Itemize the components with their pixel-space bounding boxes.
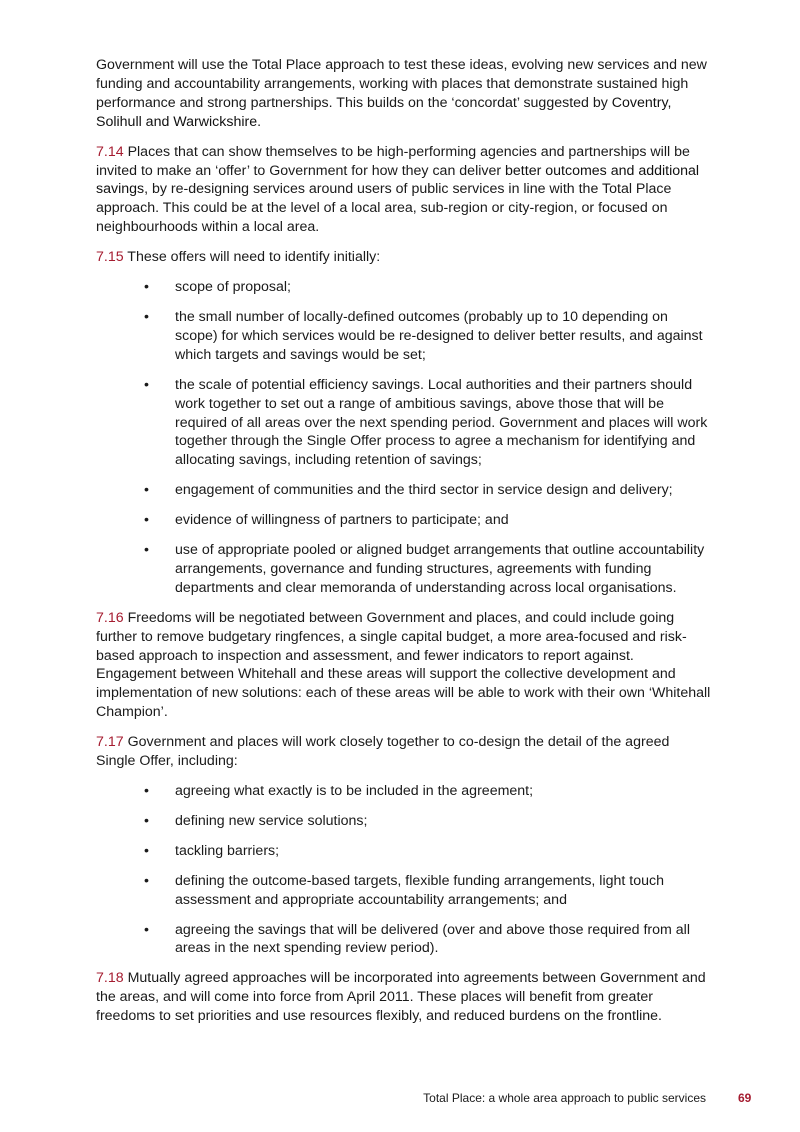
- list-item: [96, 376, 712, 471]
- paragraph-number: 7.16: [96, 609, 124, 626]
- list-item: [96, 921, 712, 959]
- list-co-design-items: [96, 782, 712, 958]
- list-item: [96, 842, 712, 861]
- list-item-text: tackling barriers;: [175, 842, 280, 859]
- list-item: [96, 308, 712, 365]
- list-item-text: defining the outcome-based targets, flexible funding arrangements, light touch assessment and appropriate accountability arrangements; and: [175, 872, 664, 908]
- list-item: [96, 812, 712, 831]
- paragraph-text: Government and places will work closely together to co-design the detail of the agreed Single Offer, including:: [96, 734, 670, 770]
- paragraph-7-14: [96, 143, 712, 238]
- bullet-icon: •: [144, 482, 149, 499]
- list-item-text: defining new service solutions;: [175, 812, 368, 829]
- paragraph-text: These offers will need to identify initially:: [123, 249, 381, 266]
- bullet-icon: •: [144, 512, 149, 529]
- paragraph-intro: [96, 56, 712, 132]
- list-item-text: agreeing what exactly is to be included in the agreement;: [175, 783, 534, 799]
- paragraph-number: 7.18: [96, 970, 124, 987]
- page-number: 69: [738, 1091, 752, 1105]
- intro-text: Government will use the Total Place approach to test these ideas, evolving new services and new funding and accountability arrangements, working with places that demonstrate sustained high performance and strong partnerships. This builds on the ‘concordat’ suggested by: [96, 57, 707, 111]
- list-item: [96, 511, 712, 530]
- bullet-icon: •: [144, 812, 149, 829]
- list-item: [96, 481, 712, 500]
- link-better-outcomes[interactable]: better outcomes and additional savings: [96, 162, 700, 198]
- list-item-text: use of appropriate pooled or aligned budget arrangements that outline accountability arrangements, governance and funding structures, agreements with funding departments and clear memoranda of understanding across local organisations.: [175, 542, 705, 596]
- paragraph-text: Mutually agreed approaches will be incorporated into agreements between Government and the areas, and will come into force from April 2011. These places will benefit from greater freedoms to set priorities and use resources flexibly, and reduced burdens on the frontline.: [96, 970, 706, 1025]
- bullet-icon: •: [144, 376, 149, 393]
- bullet-icon: •: [144, 872, 149, 889]
- list-item: [96, 541, 712, 598]
- bullet-icon: •: [144, 542, 149, 559]
- bullet-icon: •: [144, 921, 149, 938]
- paragraph-number: 7.17: [96, 734, 124, 751]
- intro-text-end: .: [257, 113, 262, 130]
- bullet-icon: •: [144, 783, 149, 799]
- bullet-icon: •: [144, 308, 149, 325]
- paragraph-text: Places that can show themselves to be high-performing agencies and partnerships will be invited to make an ‘offer’ to Government for how they can deliver: [96, 143, 690, 179]
- link-coventry-solihull-warwickshire[interactable]: Coventry, Solihull and Warwickshire: [96, 94, 672, 130]
- list-item-text: evidence of willingness of partners to participate; and: [175, 512, 509, 529]
- paragraph-7-18: [96, 969, 712, 1026]
- page-body: [96, 56, 712, 1037]
- list-item-text: agreeing the savings that will be delivered (over and above those required from all areas in the next spending review period).: [175, 921, 690, 957]
- bullet-icon: •: [144, 279, 149, 296]
- paragraph-number: 7.15: [96, 249, 124, 266]
- list-item-text: the small number of locally-defined outcomes (probably up to 10 depending on scope) for which services would be re-designed to deliver better results, and against which targets and savings would be set;: [175, 308, 703, 363]
- paragraph-number: 7.14: [96, 143, 124, 160]
- list-item-text: scope of proposal;: [175, 279, 291, 296]
- footer-title: Total Place: a whole area approach to public services: [423, 1091, 706, 1105]
- list-item-text: the scale of potential efficiency savings. Local authorities and their partners should work together to set out a range of ambitious savings, above those that will be required of all areas over the next spending period. Government and places will work together through the Single Offer process to agree a mechanism for identifying and allocating savings, including retention of savings;: [175, 376, 708, 469]
- paragraph-7-15: [96, 248, 712, 267]
- list-item: [96, 278, 712, 297]
- list-item-text: engagement of communities and the third sector in service design and delivery;: [175, 482, 673, 499]
- paragraph-text-end: , by re-designing services around users of public services in line with the Total Place approach. This could be at the level of a local area, sub-region or city-region, or focused on neighbourhoods within a local area.: [96, 181, 672, 236]
- list-offer-requirements: [96, 278, 712, 598]
- list-item: [96, 872, 712, 910]
- bullet-icon: •: [144, 842, 149, 859]
- paragraph-7-16: [96, 609, 712, 722]
- list-item: [96, 782, 712, 801]
- paragraph-text: Freedoms will be negotiated between Government and places, and could include going further to remove budgetary ringfences, a single capital budget, a more area-focused and risk-based approach to inspection and assessment, and fewer indicators to report against. Engagement between Whitehall and these areas will support the collective development and implementation of new solutions: each of these areas will be able to work with their own ‘Whitehall Champion’.: [96, 609, 711, 721]
- paragraph-7-17: [96, 733, 712, 771]
